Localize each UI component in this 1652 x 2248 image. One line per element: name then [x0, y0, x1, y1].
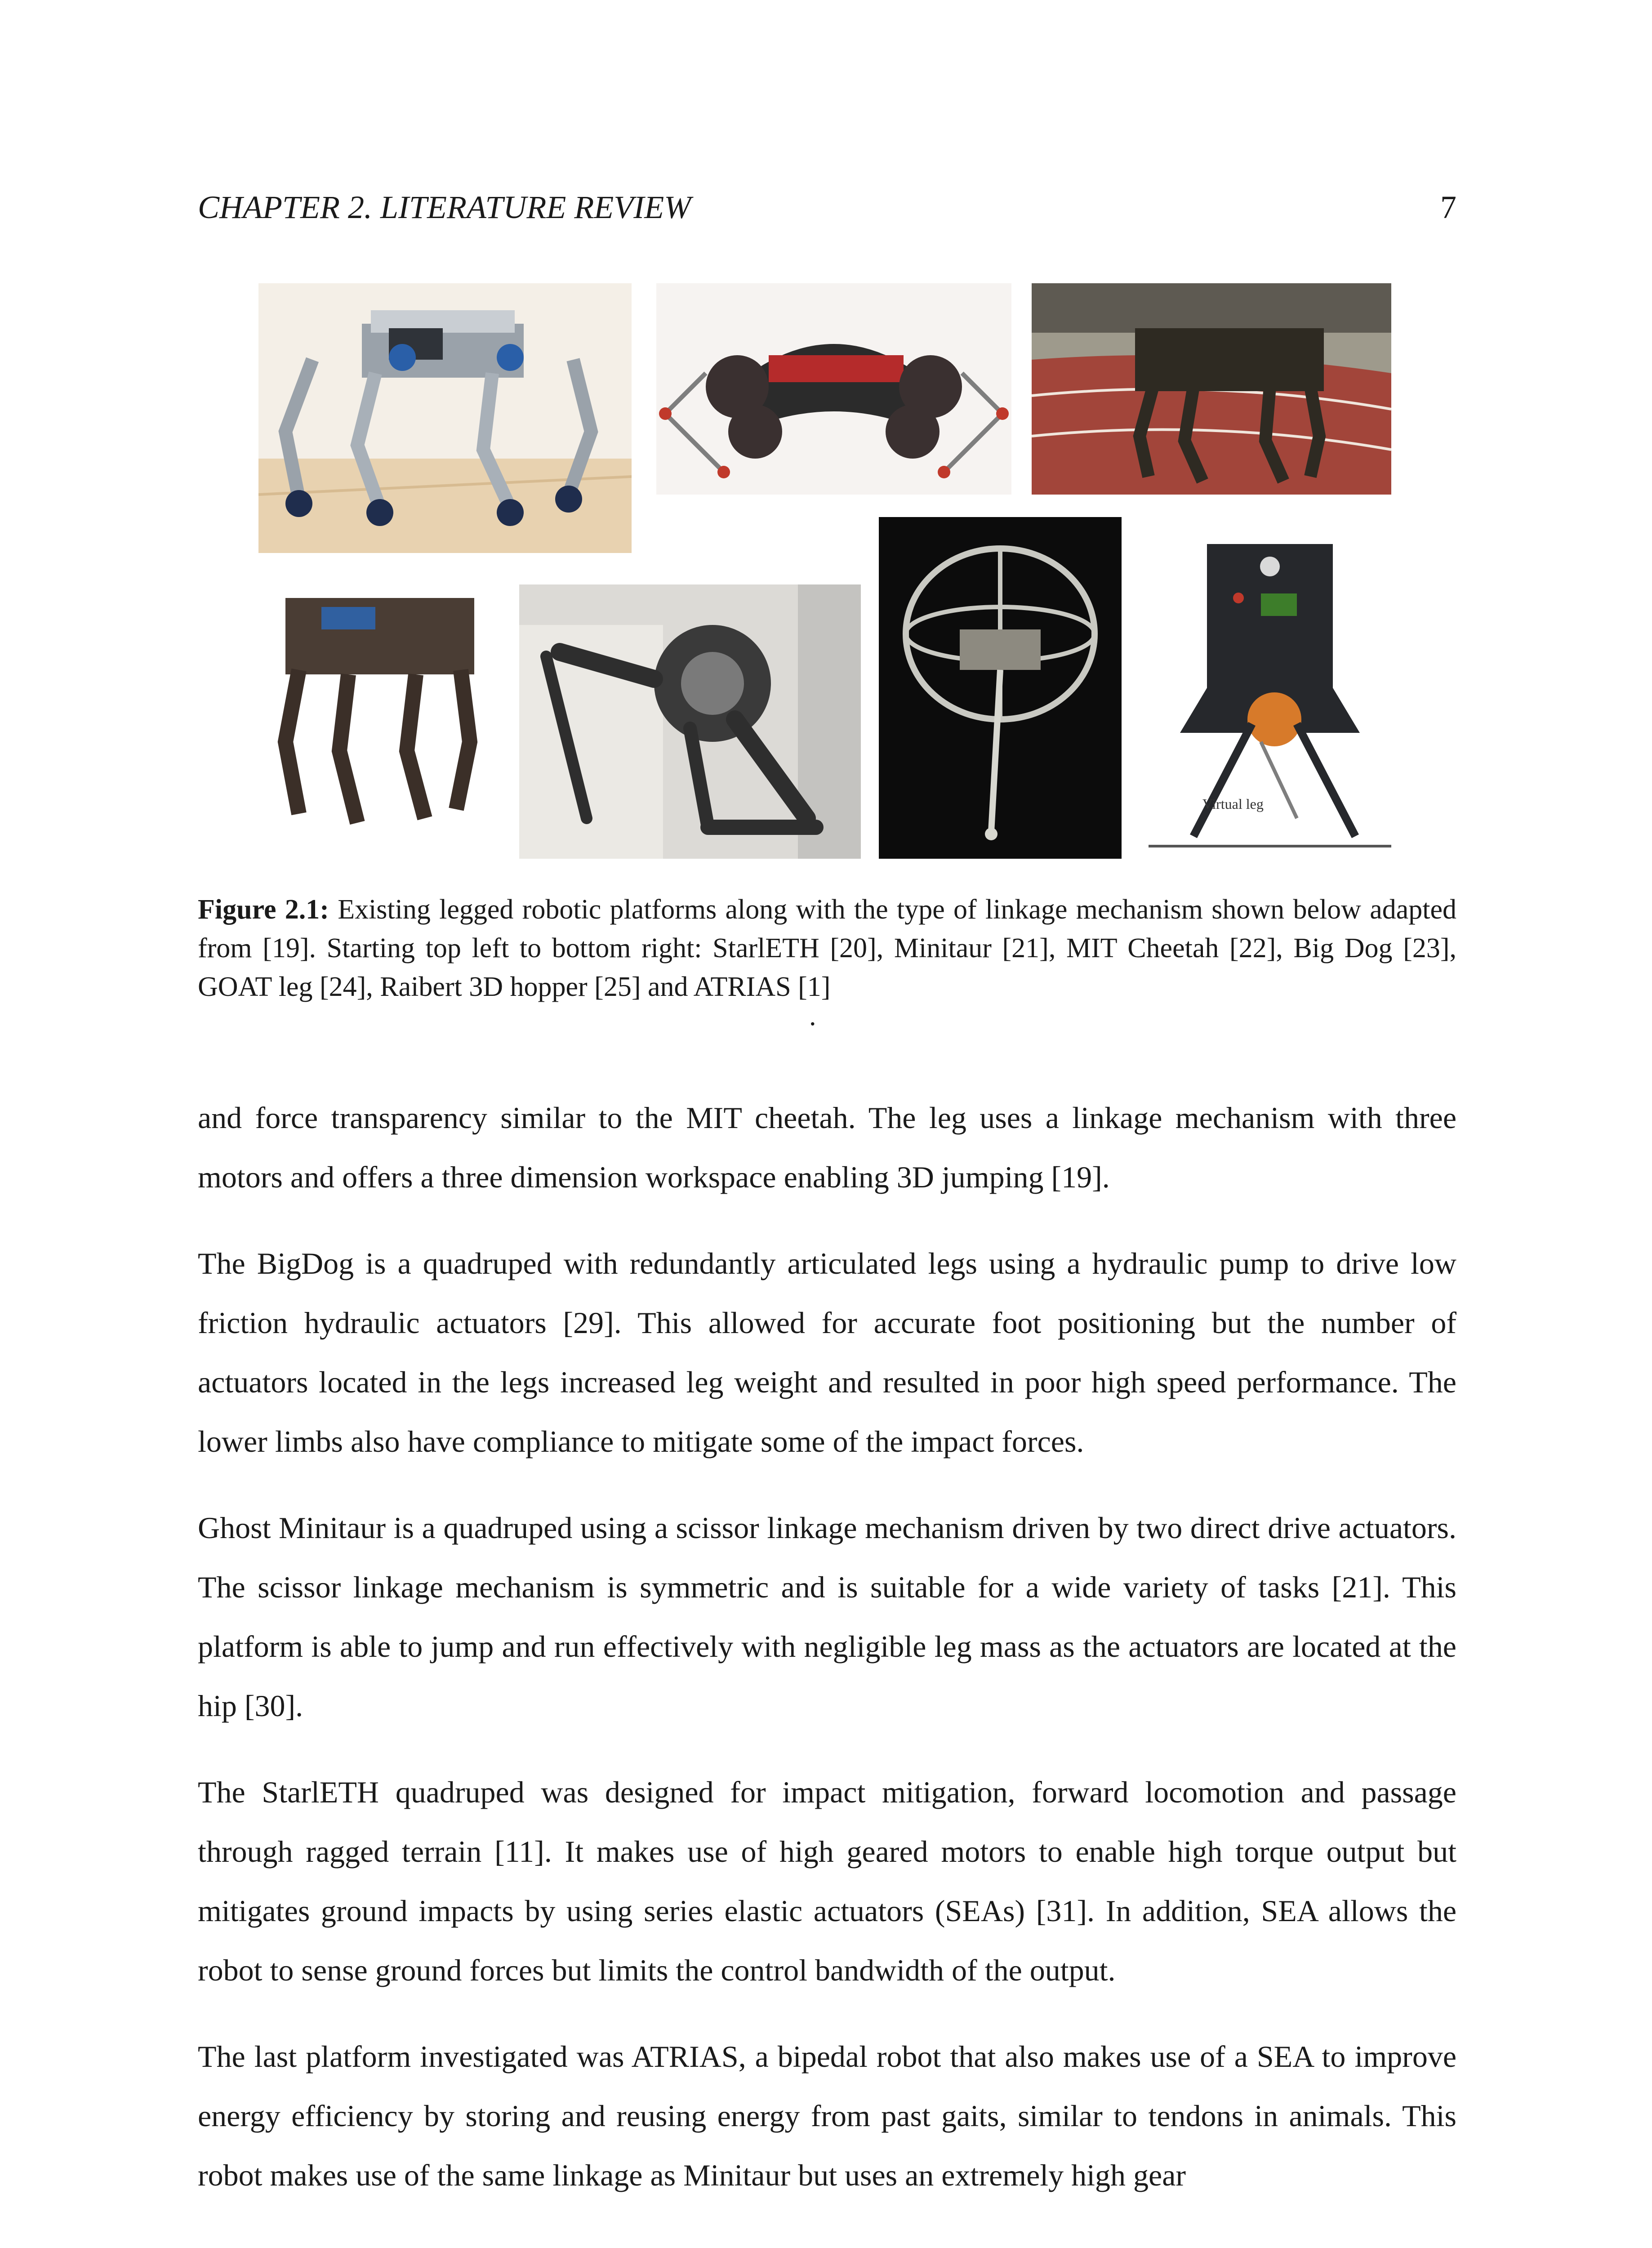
mit-cheetah-photo [1032, 283, 1391, 495]
raibert-3d-hopper-photo [879, 517, 1122, 859]
big-dog-photo [258, 580, 501, 854]
paragraph: The StarlETH quadruped was designed for impact mitigation, forward locomotion and passage through ragged terrain [11]. It makes use of high geared motors to enable high torque output but mitigates ground impacts by using series elastic actuators (SEAs) [31]. In addition, SEA allows the robot to sense ground forces but limits the control bandwidth of the output. [198, 1775, 1456, 1987]
body-text [198, 1088, 1456, 2232]
caption-trailing-mark: . [809, 1001, 816, 1031]
figure-caption [198, 890, 1456, 1006]
paragraph: Ghost Minitaur is a quadruped using a scissor linkage mechanism driven by two direct drive actuators. The scissor linkage mechanism is symmetric and is suitable for a wide variety of tasks [21]. This platform is able to jump and run effectively with negligible leg mass as the actuators are located at the hip [30]. [198, 1511, 1456, 1723]
minitaur-photo [656, 283, 1011, 495]
paragraph: and force transparency similar to the MIT cheetah. The leg uses a linkage mechanism with three motors and offers a three dimension workspace enabling 3D jumping [19]. [198, 1101, 1456, 1194]
atrias-photo [1149, 526, 1391, 859]
paragraph: The last platform investigated was ATRIAS, a bipedal robot that also makes use of a SEA to improve energy efficiency by storing and reusing energy from past gaits, similar to tendons in animals. This robot makes use of the same linkage as Minitaur but uses an extremely high gear [198, 2039, 1456, 2192]
figure-caption-text: Existing legged robotic platforms along with the type of linkage mechanism shown below adapted from [19]. Starting top left to bottom right: StarlETH [20], Minitaur [21], MIT Cheetah [22], Big Dog [23], GOAT leg [24], Raibert 3D hopper [25] and ATRIAS [1] [198, 894, 1457, 1002]
page-number: 7 [1440, 189, 1456, 225]
virtual-leg-label: Virtual leg [1202, 796, 1264, 812]
chapter-title: CHAPTER 2. LITERATURE REVIEW [198, 189, 691, 225]
figure-2-1 [258, 274, 1391, 868]
running-header [198, 189, 1456, 238]
goat-leg-photo [519, 584, 861, 859]
figure-label: Figure 2.1: [198, 894, 329, 925]
paragraph: The BigDog is a quadruped with redundantly articulated legs using a hydraulic pump to drive low friction hydraulic actuators [29]. This allowed for accurate foot positioning but the number of actuators located in the legs increased leg weight and resulted in poor high speed performance. The lower limbs also have compliance to mitigate some of the impact forces. [198, 1246, 1456, 1459]
starleth-photo [258, 283, 632, 553]
